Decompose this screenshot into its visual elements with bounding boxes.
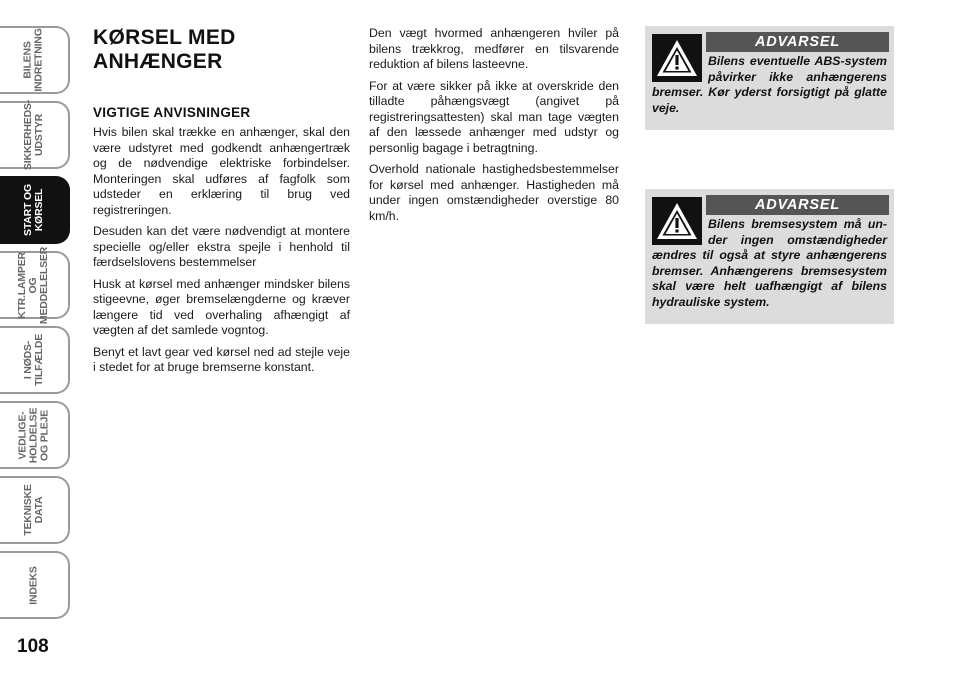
tab-label: VEDLIGE- HOLDELSE OG PLEJE xyxy=(16,407,51,463)
paragraph: Benyt et lavt gear ved kørsel ned ad stejle veje i stedet for at bruge bremserne konstant. xyxy=(93,344,350,374)
tab-indeks[interactable] xyxy=(0,551,70,619)
paragraph: Den vægt hvormed anhængeren hviler på bilens trækkrog, medfører en tilsvarende reduktion af bilens lasteevne. xyxy=(369,26,619,71)
warning-text: Bilens bremsesystem må under ingen omstændigheder ændres til også at styre anhængerens bremser. Anhængerens bremsesystem skal være helt uafhængigt af bilens hydrauliske system. xyxy=(652,217,887,309)
tab-start-og-korsel[interactable] xyxy=(0,176,70,244)
tab-label: TEKNISKE DATA xyxy=(22,484,45,536)
subheading: VIGTIGE ANVISNINGER xyxy=(93,105,251,120)
paragraph: For at være sikker på ikke at overskride den tilladte påhængsvægt (angivet på registreringsattesten) skal man tage vægten af den læssede anhænger med udstyr og personlig bagage i betragtning. xyxy=(369,78,619,155)
paragraph: Hvis bilen skal trække en anhænger, skal den være udstyret med godkendt anhængertræk og de nødvendige elektriske forbindelser. Monteringen skal udføres af fagfolk som udsteder en erklæring til brug ved registreringen. xyxy=(93,125,350,217)
warning-box-abs xyxy=(645,26,894,130)
tab-vedligeholdelse[interactable] xyxy=(0,401,70,469)
paragraph: Overhold nationale hastighedsbestemmelser for kørsel med anhænger. Hastigheden må under ingen omstændigheder overstige 80 km/h. xyxy=(369,162,619,223)
tab-bilens-indretning[interactable] xyxy=(0,26,70,94)
tab-label: INDEKS xyxy=(27,565,40,605)
page-number: 108 xyxy=(17,636,49,657)
tab-ktr-lamper[interactable] xyxy=(0,246,70,324)
page-title xyxy=(93,26,350,74)
warning-triangle-icon xyxy=(652,34,702,82)
title-line-1: KØRSEL MED xyxy=(93,26,236,49)
tab-sikkerhedsudstyr[interactable] xyxy=(0,101,70,169)
warning-heading: ADVARSEL xyxy=(706,32,889,52)
title-line-2: ANHÆNGER xyxy=(93,50,223,73)
tab-label: BILENS INDRETNING xyxy=(22,28,45,92)
warning-text: Bilens eventuelle ABS-system påvirker ikke anhængerens bremser. Kør yderst forsigtigt på glatte veje. xyxy=(652,54,887,115)
paragraph: Desuden kan det være nødvendigt at montere specielle og/eller ekstra spejle i henhold til færdselslovens bestemmelser xyxy=(93,224,350,269)
tab-tekniske-data[interactable] xyxy=(0,476,70,544)
tab-i-nodstilfaelde[interactable] xyxy=(0,326,70,394)
tab-label: I NØDS- TILFÆLDE xyxy=(22,333,45,387)
paragraph: Husk at kørsel med anhænger mindsker bilens stigeevne, øger bremselængderne og kræver længere tid ved overhaling afhængigt af vægten af det samlede vogntog. xyxy=(93,276,350,337)
tab-label: START OG KØRSEL xyxy=(22,184,45,236)
warning-box-brakes xyxy=(645,189,894,324)
main-column xyxy=(93,26,350,382)
second-column xyxy=(369,26,619,230)
tab-label: KTR.LAMPER OG MEDDELELSER xyxy=(16,246,51,324)
warning-triangle-icon xyxy=(652,197,702,245)
tab-label: SIKKERHEDS- UDSTYR xyxy=(22,99,45,171)
warning-heading: ADVARSEL xyxy=(706,195,889,215)
